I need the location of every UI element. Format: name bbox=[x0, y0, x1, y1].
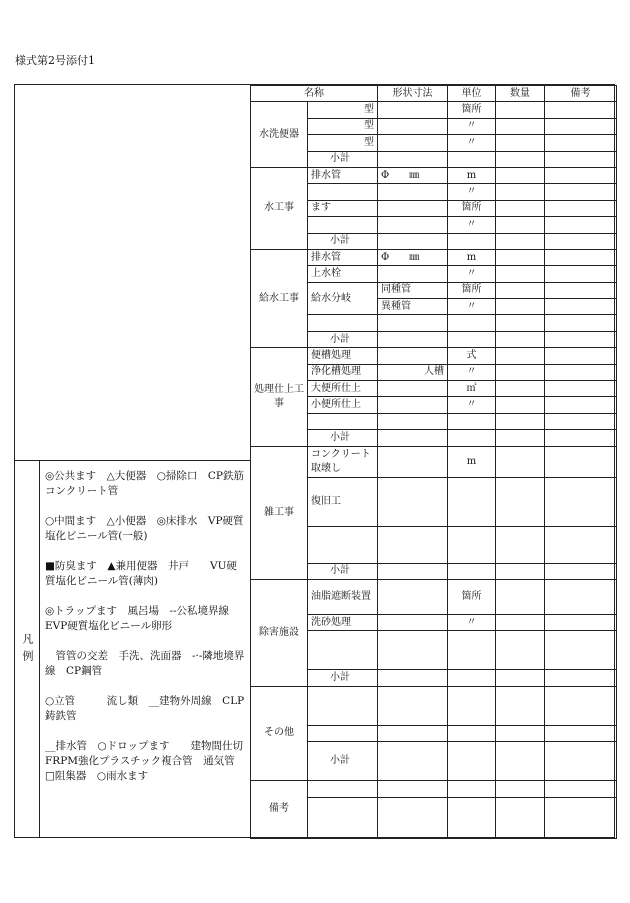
header-unit: 単位 bbox=[448, 86, 496, 102]
item-name: 小便所仕上 bbox=[308, 397, 378, 413]
item-name: コンクリート取壊し bbox=[308, 446, 378, 477]
item-unit: 〃 bbox=[448, 217, 496, 233]
item-name: 上水栓 bbox=[308, 266, 378, 282]
subtotal-label: 小計 bbox=[308, 670, 378, 686]
item-name: 給水分岐 bbox=[308, 282, 378, 315]
group-zatsu: 雑工事 bbox=[251, 446, 308, 579]
item-unit: 箇所 bbox=[448, 102, 496, 118]
legend-items bbox=[45, 469, 254, 799]
table-row bbox=[251, 579, 617, 614]
item-name: 排水管 bbox=[308, 249, 378, 265]
item-unit: m bbox=[448, 167, 496, 183]
item-size: 異種管 bbox=[378, 299, 448, 315]
subtotal-label: 小計 bbox=[308, 331, 378, 347]
item-unit: 〃 bbox=[448, 184, 496, 200]
header-name: 名称 bbox=[251, 86, 378, 102]
item-name: 型 bbox=[308, 118, 378, 134]
item-name: 油脂遮断装置 bbox=[308, 579, 378, 614]
group-mizu: 水工事 bbox=[251, 167, 308, 249]
item-name: 型 bbox=[308, 102, 378, 118]
legend-item: __排水管 ○ドロップます 建物間仕切 FRPM強化プラスチック複合管 通気管 □阻集器 ○雨水ます bbox=[45, 740, 254, 782]
group-jogai: 除害施設 bbox=[251, 579, 308, 686]
item-size: Φ ㎜ bbox=[378, 167, 448, 183]
form-sheet bbox=[14, 84, 615, 838]
item-unit: ㎡ bbox=[448, 381, 496, 397]
table-row bbox=[251, 167, 617, 183]
item-unit: 〃 bbox=[448, 118, 496, 134]
group-sonota: その他 bbox=[251, 686, 308, 780]
item-size: 同種管 bbox=[378, 282, 448, 298]
table-row bbox=[251, 102, 617, 118]
item-name: 洗砂処理 bbox=[308, 614, 378, 630]
subtotal-label: 小計 bbox=[308, 151, 378, 167]
legend-label: 凡例 bbox=[21, 632, 34, 667]
subtotal-label: 小計 bbox=[308, 430, 378, 446]
item-unit: 〃 bbox=[448, 266, 496, 282]
quantity-table bbox=[250, 85, 617, 839]
table-row bbox=[251, 446, 617, 477]
subtotal-label: 小計 bbox=[308, 742, 378, 781]
item-unit: 箇所 bbox=[448, 282, 496, 298]
table-row bbox=[251, 781, 617, 797]
legend-panel bbox=[15, 460, 254, 838]
item-unit: 式 bbox=[448, 348, 496, 364]
item-unit: 〃 bbox=[448, 135, 496, 151]
header-size: 形状寸法 bbox=[378, 86, 448, 102]
item-unit: 〃 bbox=[448, 614, 496, 630]
group-shori: 処理仕上工事 bbox=[251, 348, 308, 446]
item-unit: 〃 bbox=[448, 397, 496, 413]
item-name: 復旧工 bbox=[308, 477, 378, 526]
legend-item: ◎トラップます 風呂場 --公私境界線 EVP硬質塩化ビニール卵形 bbox=[45, 605, 240, 632]
item-name: 便槽処理 bbox=[308, 348, 378, 364]
item-unit: 箇所 bbox=[448, 200, 496, 216]
item-unit: m bbox=[448, 249, 496, 265]
legend-item: 管管の交差 手洗、洗面器 -·-隣地境界線 CP鋼管 bbox=[45, 650, 245, 677]
group-biko: 備考 bbox=[251, 781, 308, 838]
table-row bbox=[251, 348, 617, 364]
legend-item: ■防臭ます ▲兼用便器 井戸 VU硬質塩化ビニール管(薄肉) bbox=[45, 560, 237, 587]
item-unit: 〃 bbox=[448, 299, 496, 315]
form-title: 様式第2号添付1 bbox=[15, 54, 95, 67]
header-remarks: 備考 bbox=[545, 86, 617, 102]
legend-label-cell bbox=[15, 461, 40, 838]
item-name: 浄化槽処理 bbox=[308, 364, 378, 380]
item-unit: 箇所 bbox=[448, 579, 496, 614]
item-size: Φ ㎜ bbox=[378, 249, 448, 265]
item-name: 大便所仕上 bbox=[308, 381, 378, 397]
legend-item: ◎公共ます △大便器 ○掃除口 CP鉄筋コンクリート管 bbox=[45, 470, 244, 497]
table-header-row bbox=[251, 86, 617, 102]
item-name: 型 bbox=[308, 135, 378, 151]
legend-item: ○立管 流し類 __建物外周線 CLP鋳鉄管 bbox=[45, 695, 245, 722]
group-kyusui: 給水工事 bbox=[251, 249, 308, 347]
group-suisen: 水洗便器 bbox=[251, 102, 308, 168]
subtotal-label: 小計 bbox=[308, 563, 378, 579]
subtotal-label: 小計 bbox=[308, 233, 378, 249]
item-size: 人槽 bbox=[378, 364, 448, 380]
item-name: 排水管 bbox=[308, 167, 378, 183]
header-qty: 数量 bbox=[496, 86, 545, 102]
item-name: ます bbox=[308, 200, 378, 216]
item-unit: m bbox=[448, 446, 496, 477]
table-row bbox=[251, 686, 617, 725]
table-row bbox=[251, 249, 617, 265]
item-unit: 〃 bbox=[448, 364, 496, 380]
legend-item: ○中間ます △小便器 ◎床排水 VP硬質塩化ビニール管(一般) bbox=[45, 515, 244, 542]
